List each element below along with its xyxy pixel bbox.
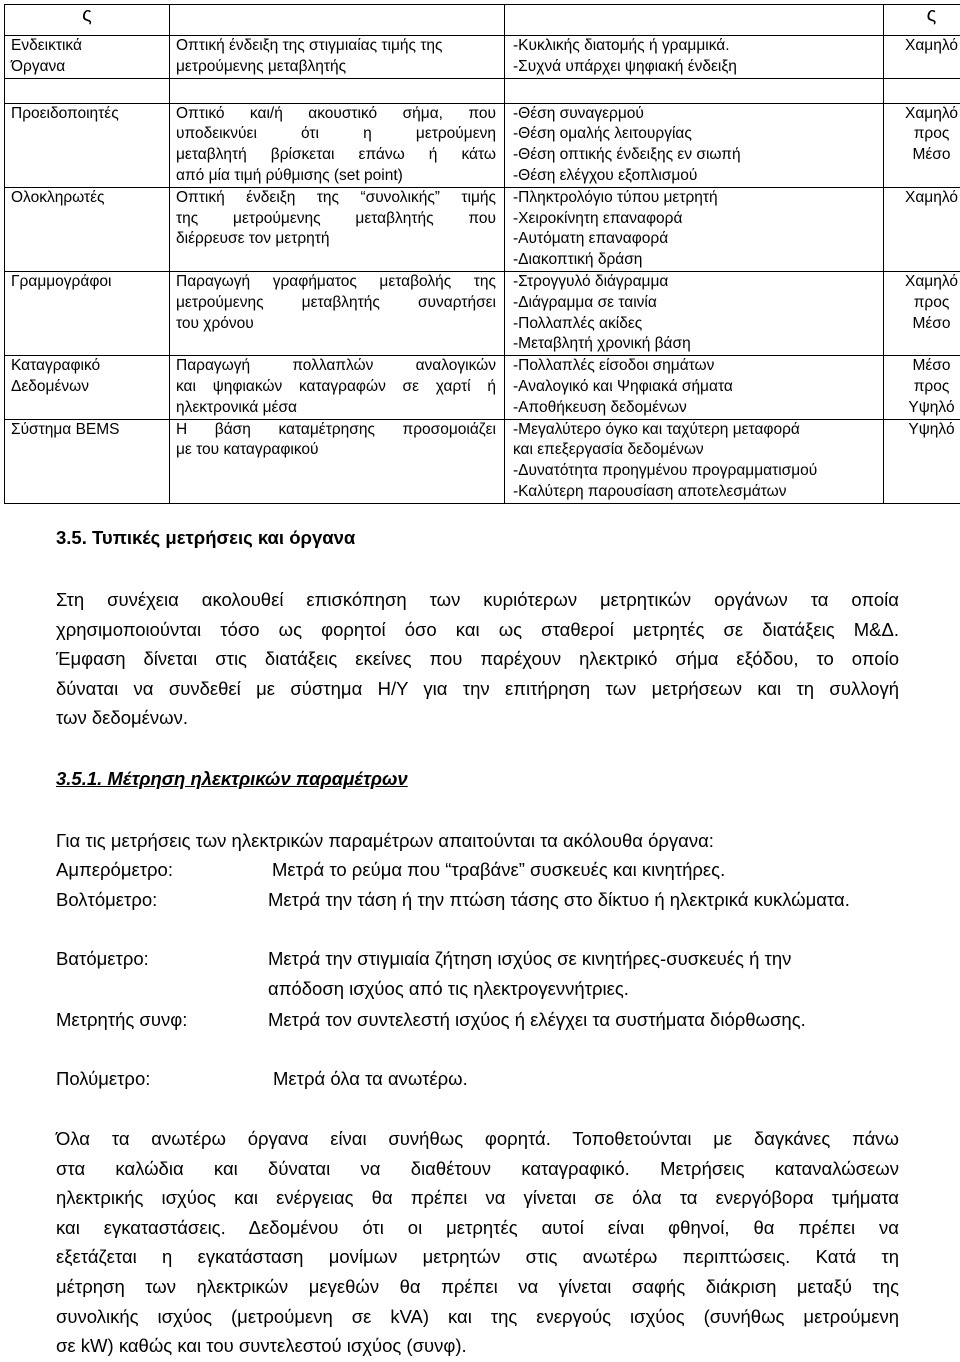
instrument-name-cell: Προειδοποιητές: [5, 103, 170, 187]
instrument-name-cell: Ενδεικτικά Όργανα: [5, 36, 170, 79]
instrument-definition: Μετρά την τάση ή την πτώση τάσης στο δίκτυο ή ηλεκτρικά κυκλώματα.: [268, 889, 850, 910]
table-row: [5, 419, 960, 503]
table-row: [5, 187, 960, 271]
closing-paragraph: Όλα τα ανωτέρω όργανα είναι συνήθως φορητά. Τοποθετούνται με δαγκάνες πάνω στα καλώδια και δύναται να διαθέτουν καταγραφικό. Μετρήσεις καταναλώσεων ηλεκτρικής ισχύος και ενέργειας θα πρέπει να γίνεται σε όλα τα ενεργόβορα τμήματα και εγκαταστάσεις. Δεδομένου ότι οι μετρητές αυτοί είναι φθηνοί, θα πρέπει να εξετάζεται η εγκατάσταση μονίμων μετρητών στις ανωτέρω περιπτώσεις. Κατά τη μέτρηση των ηλεκτρικών μεγεθών θα πρέπει να γίνεται σαφής διάκριση μεταξύ της συνολικής ισχύος (μετρούμενη σε kVA) και της ενεργούς ισχύος (συνήθως μετρούμενη σε kW) καθώς και του συντελεστού ισχύος (συνφ).: [56, 1128, 899, 1357]
instrument-term: Βολτόμετρο:: [56, 889, 158, 910]
table-header-row: [5, 5, 960, 36]
instruments-table: [4, 4, 960, 504]
instrument-features-cell: -Πληκτρολόγιο τύπου μετρητή -Χειροκίνητη επαναφορά -Αυτόματη επαναφορά -Διακοπτική δράση: [505, 187, 884, 271]
instrument-term: Πολύμετρο:: [56, 1068, 151, 1089]
subsection-heading: 3.5.1. Μέτρηση ηλεκτρικών παραμέτρων: [56, 768, 408, 789]
table-row: [5, 356, 960, 419]
instrument-cost-cell: Χαμηλό: [884, 187, 960, 271]
instrument-cost-cell: Χαμηλό προς Μέσο: [884, 271, 960, 355]
header-sigma-right: ς: [926, 4, 937, 26]
instrument-description-cell: Οπτική ένδειξη της “συνολικής” τιμής της μετρούμενης μεταβλητής που διέρρευσε τον μετρητή: [170, 187, 505, 271]
table-row: [5, 271, 960, 355]
instrument-features-cell: -Πολλαπλές είσοδοι σημάτων -Αναλογικό και Ψηφιακά σήματα -Αποθήκευση δεδομένων: [505, 356, 884, 419]
instrument-cost-cell: Χαμηλό προς Μέσο: [884, 103, 960, 187]
table-row: [5, 103, 960, 187]
instrument-cost-cell: Μέσο προς Υψηλό: [884, 356, 960, 419]
instrument-name-cell: Καταγραφικό Δεδομένων: [5, 356, 170, 419]
instrument-definition: Μετρά την στιγμιαία ζήτηση ισχύος σε κινητήρες-συσκευές ή την απόδοση ισχύος από τις ηλεκτρογεννήτριες.: [268, 948, 792, 999]
instrument-features-cell: -Θέση συναγερμού -Θέση ομαλής λειτουργίας -Θέση οπτικής ένδειξης εν σιωπή -Θέση ελέγχου εξοπλισμού: [505, 103, 884, 187]
instrument-description-cell: Παραγωγή γραφήματος μεταβολής της μετρούμενης μεταβλητής συναρτήσει του χρόνου: [170, 271, 505, 355]
instrument-name-cell: Γραμμογράφοι: [5, 271, 170, 355]
instrument-term: Βατόμετρο:: [56, 948, 149, 969]
section-intro-paragraph: Στη συνέχεια ακολουθεί επισκόπηση των κυριότερων μετρητικών οργάνων τα οποία χρησιμοποιούνται τόσο ως φορητοί όσο και ως σταθεροί μετρητές σε διατάξεις Μ&Δ. Έμφαση δίνεται στις διατάξεις εκείνες που παρέχουν ηλεκτρικό σήμα εξόδου, το οποίο δύναται να συνδεθεί με σύστημα Η/Υ για την επιτήρηση των μετρήσεων και τη συλλογή των δεδομένων.: [56, 589, 899, 729]
instrument-name-cell: Σύστημα BEMS: [5, 419, 170, 503]
section-heading: 3.5. Τυπικές μετρήσεις και όργανα: [56, 527, 356, 548]
instrument-cost-cell: Υψηλό: [884, 419, 960, 503]
instrument-features-cell: -Μεγαλύτερο όγκο και ταχύτερη μεταφορά και επεξεργασία δεδομένων -Δυνατότητα προηγμένου προγραμματισμού -Καλύτερη παρουσίαση αποτελεσμάτων: [505, 419, 884, 503]
subsection-lead: Για τις μετρήσεις των ηλεκτρικών παραμέτρων απαιτούνται τα ακόλουθα όργανα:: [56, 830, 714, 851]
instrument-term: Μετρητής συνφ:: [56, 1009, 188, 1030]
header-sigma-left: ς: [82, 4, 92, 26]
instrument-definition: Μετρά τον συντελεστή ισχύος ή ελέγχει τα συστήματα διόρθωσης.: [268, 1009, 806, 1030]
instrument-description-cell: Οπτικό και/ή ακουστικό σήμα, που υποδεικνύει ότι η μετρούμενη μεταβλητή βρίσκεται επάνω ή κάτω από μία τιμή ρύθμισης (set point): [170, 103, 505, 187]
instrument-cost-cell: Χαμηλό: [884, 36, 960, 79]
instrument-name-cell: Ολοκληρωτές: [5, 187, 170, 271]
instrument-description-cell: Παραγωγή πολλαπλών αναλογικών και ψηφιακών καταγραφών σε χαρτί ή ηλεκτρονικά μέσα: [170, 356, 505, 419]
instrument-description-cell: Οπτική ένδειξη της στιγμιαίας τιμής της μετρούμενης μεταβλητής: [170, 36, 505, 79]
table-row: [5, 36, 960, 79]
instrument-definition: Μετρά όλα τα ανωτέρω.: [273, 1068, 468, 1089]
instrument-features-cell: -Κυκλικής διατομής ή γραμμικά. -Συχνά υπάρχει ψηφιακή ένδειξη: [505, 36, 884, 79]
instrument-features-cell: -Στρογγυλό διάγραμμα -Διάγραμμα σε ταινία -Πολλαπλές ακίδες -Μεταβλητή χρονική βάση: [505, 271, 884, 355]
instrument-definition: Μετρά το ρεύμα που “τραβάνε” συσκευές και κινητήρες.: [272, 859, 726, 880]
table-spacer-row: [5, 78, 960, 103]
instrument-term: Αμπερόμετρο:: [56, 859, 173, 880]
instrument-description-cell: Η βάση καταμέτρησης προσομοιάζει με του καταγραφικού: [170, 419, 505, 503]
